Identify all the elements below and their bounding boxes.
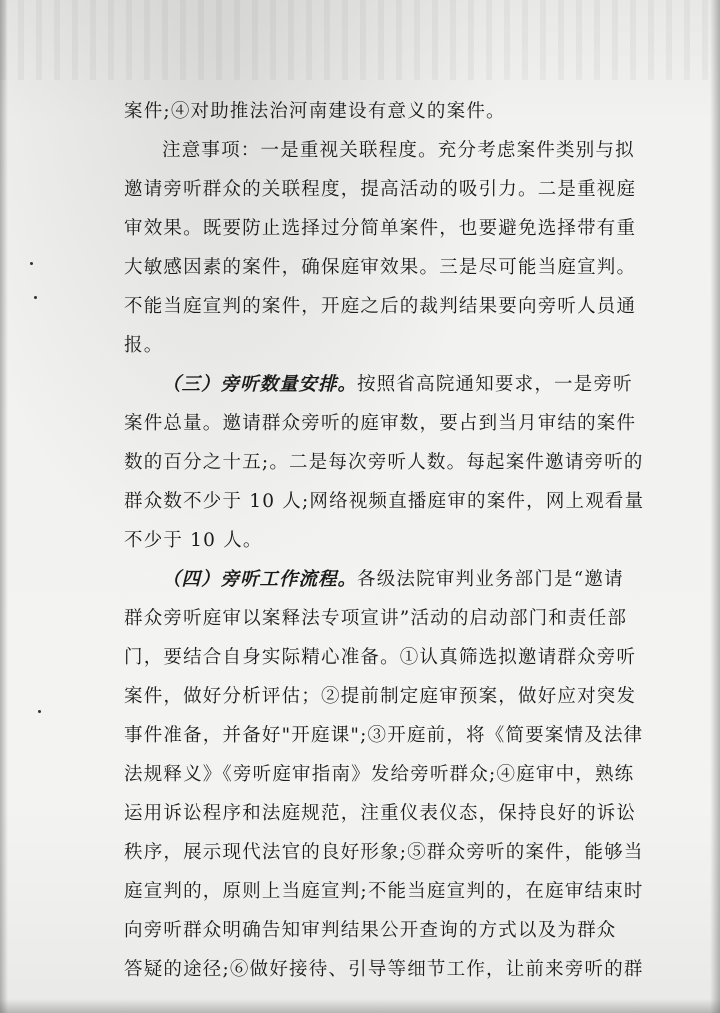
text-line: 答疑的途径;⑥做好接待、引导等细节工作，让前来旁听的群 xyxy=(124,959,644,980)
text-line: 报。 xyxy=(124,335,164,356)
text-line: 注意事项：一是重视关联程度。充分考虑案件类别与拟 xyxy=(162,140,635,161)
text-run: 各级法院审判业务部门是“邀请 xyxy=(357,569,624,590)
text-line: 案件;④对助推法治河南建设有意义的案件。 xyxy=(124,101,506,122)
scan-edge-left xyxy=(0,0,8,1013)
text-line: 向旁听群众明确告知审判结果公开查询的方式以及为群众 xyxy=(124,920,617,941)
text-line: 运用诉讼程序和法庭规范，注重仪表仪态，保持良好的诉讼 xyxy=(124,803,637,824)
text-line: 法规释义》《旁听庭审指南》发给旁听群众;④庭审中，熟练 xyxy=(124,764,635,785)
text-line: 邀请旁听群众的关联程度，提高活动的吸引力。二是重视庭 xyxy=(124,179,637,200)
text-line: 大敏感因素的案件，确保庭审效果。三是尽可能当庭宣判。 xyxy=(124,257,637,278)
scan-speck xyxy=(34,296,37,299)
text-line: 不少于 10 人。 xyxy=(124,530,263,551)
text-line: 秩序，展示现代法官的良好形象;⑤群众旁听的案件，能够当 xyxy=(124,842,644,863)
text-line: 数的百分之十五;。二是每次旁听人数。每起案件邀请旁听的 xyxy=(124,452,644,473)
scan-speck xyxy=(38,710,41,713)
section-heading: （三）旁听数量安排。 xyxy=(162,374,358,395)
document-body xyxy=(124,92,645,989)
paragraph-start-line xyxy=(124,365,633,404)
text-line: 群众数不少于 10 人;网络视频直播庭审的案件，网上观看量 xyxy=(124,491,645,512)
text-line: 案件总量。邀请群众旁听的庭审数，要占到当月审结的案件 xyxy=(124,413,637,434)
text-line: 群众旁听庭审以案释法专项宣讲”活动的启动部门和责任部 xyxy=(124,608,628,629)
scan-edge-right xyxy=(710,0,720,1013)
text-line: 不能当庭宣判的案件，开庭之后的裁判结果要向旁听人员通 xyxy=(124,296,637,317)
section-heading: （四）旁听工作流程。 xyxy=(162,569,358,590)
scan-speck xyxy=(30,262,33,265)
text-line: 庭宣判的，原则上当庭宣判;不能当庭宣判的，在庭审结束时 xyxy=(124,881,644,902)
text-line: 门，要结合自身实际精心准备。①认真筛选拟邀请群众旁听 xyxy=(124,647,637,668)
text-line: 案件，做好分析评估；②提前制定庭审预案，做好应对突发 xyxy=(124,686,637,707)
scan-noise-top xyxy=(0,0,720,80)
paragraph-start-line xyxy=(124,560,624,599)
scan-edge-bottom xyxy=(0,999,720,1013)
text-line: 审效果。既要防止选择过分简单案件，也要避免选择带有重 xyxy=(124,218,637,239)
text-line: 事件准备，并备好"开庭课";③开庭前，将《简要案情及法律 xyxy=(124,725,644,746)
text-run: 按照省高院通知要求，一是旁听 xyxy=(357,374,633,395)
